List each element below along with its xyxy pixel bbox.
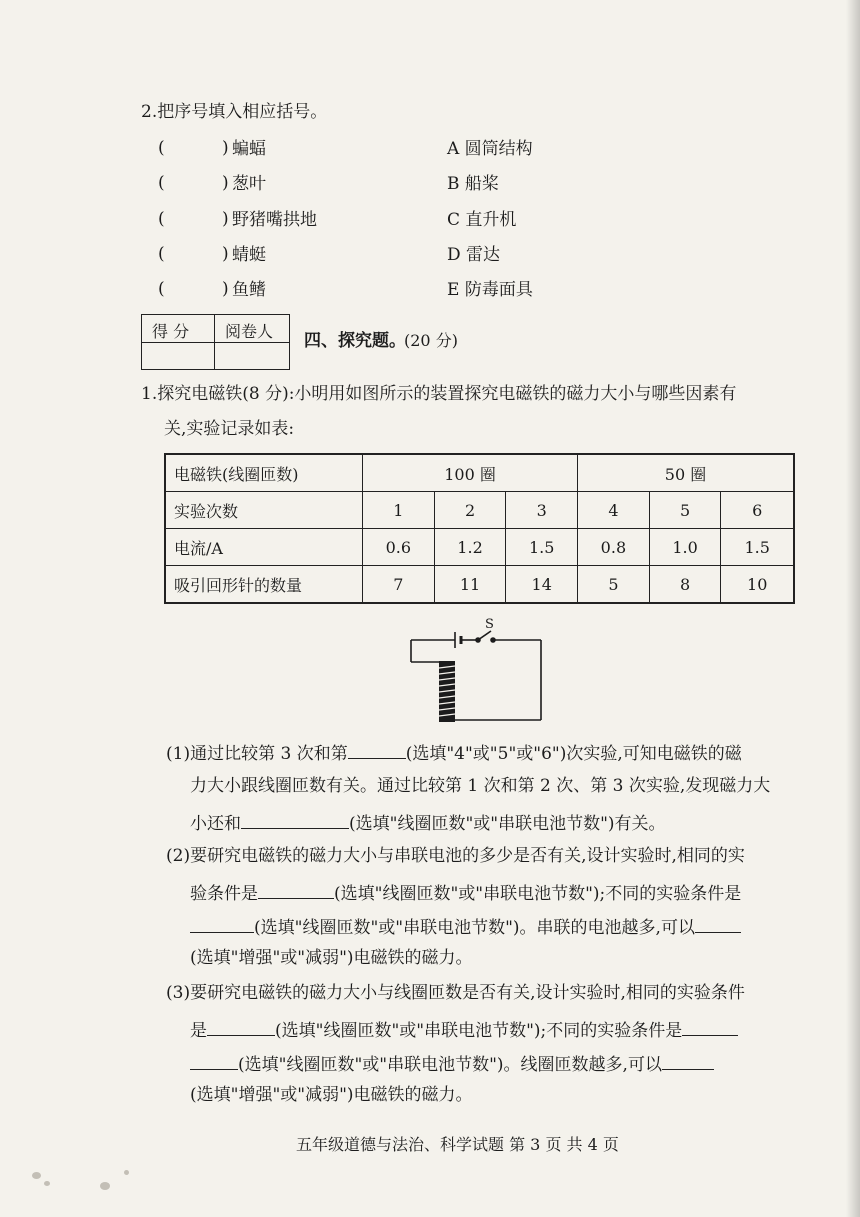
row-label: 电流/A — [165, 529, 363, 566]
table-cell: 1.5 — [506, 529, 578, 566]
answer-blank[interactable] — [207, 1019, 275, 1036]
match-item: 蜻蜓 — [232, 245, 266, 265]
sub1-text-e: (选填"线圈匝数"或"串联电池节数")有关。 — [349, 814, 666, 834]
table-row — [165, 529, 794, 566]
blank-paren-open: ( — [158, 138, 165, 158]
table-group-100: 100 圈 — [363, 454, 578, 492]
match-option: B 船桨 — [447, 174, 499, 194]
answer-blank[interactable] — [348, 742, 406, 759]
blank-paren-open: ( — [158, 173, 165, 193]
match-option: D 雷达 — [447, 245, 501, 265]
table-cell: 1.2 — [434, 529, 506, 566]
table-row — [165, 492, 794, 529]
q1-intro-line1: 1.探究电磁铁(8 分):小明用如图所示的装置探究电磁铁的磁力大小与哪些因素有 — [141, 384, 737, 404]
sub2-text-c: (选填"线圈匝数"或"串联电池节数");不同的实验条件是 — [334, 884, 742, 904]
match-item: 野猪嘴拱地 — [232, 210, 317, 230]
table-cell: 1.5 — [721, 529, 794, 566]
match-option: A 圆筒结构 — [447, 139, 533, 159]
answer-blank[interactable] — [695, 916, 741, 933]
match-item: 鱼鳍 — [232, 280, 266, 300]
sub2-text-b: 验条件是 — [190, 884, 258, 904]
answer-blank[interactable] — [190, 1053, 238, 1070]
scan-speck — [44, 1181, 50, 1186]
sub1-text-b: (选填"4"或"5"或"6")次实验,可知电磁铁的磁 — [405, 744, 742, 764]
electromagnet-circuit-figure — [405, 615, 550, 725]
table-cell: 10 — [721, 566, 794, 604]
table-cell: 14 — [506, 566, 578, 604]
q1-intro-line2: 关,实验记录如表: — [164, 419, 295, 439]
switch-label: S — [485, 617, 494, 632]
page-footer: 五年级道德与法治、科学试题 第 3 页 共 4 页 — [296, 1135, 619, 1154]
blank-paren-close: ) — [222, 279, 229, 299]
table-cell: 2 — [434, 492, 506, 529]
table-header-label: 电磁铁(线圈匝数) — [165, 454, 363, 492]
match-item: 葱叶 — [232, 174, 266, 194]
blank-paren-close: ) — [222, 138, 229, 158]
sub2-line3 — [190, 916, 741, 937]
sub3-line4: (选填"增强"或"减弱")电磁铁的磁力。 — [190, 1085, 473, 1105]
answer-blank[interactable] — [241, 812, 349, 829]
sub1-line3 — [190, 812, 666, 833]
score-label: 得 分 — [152, 322, 190, 341]
sub3-text-b: 是 — [190, 1021, 207, 1041]
sub1-line2: 力大小跟线圈匝数有关。通过比较第 1 次和第 2 次、第 3 次实验,发现磁力大 — [190, 776, 771, 796]
answer-blank[interactable] — [258, 882, 334, 899]
blank-paren-close: ) — [222, 173, 229, 193]
experiment-table — [164, 453, 795, 604]
blank-paren-close: ) — [222, 209, 229, 229]
table-cell: 1.0 — [649, 529, 721, 566]
table-cell: 0.8 — [578, 529, 650, 566]
section-points: (20 分) — [404, 331, 458, 350]
table-group-50: 50 圈 — [578, 454, 794, 492]
sub1-text-a: (1)通过比较第 3 次和第 — [166, 744, 348, 764]
table-cell: 11 — [434, 566, 506, 604]
sub2-line1: (2)要研究电磁铁的磁力大小与串联电池的多少是否有关,设计实验时,相同的实 — [166, 846, 745, 866]
scan-speck — [124, 1170, 129, 1175]
sub3-line3 — [190, 1053, 714, 1074]
sub3-text-d: (选填"线圈匝数"或"串联电池节数")。线圈匝数越多,可以 — [238, 1055, 662, 1075]
scan-speck — [32, 1172, 41, 1179]
blank-paren-close: ) — [222, 244, 229, 264]
switch-lever — [478, 631, 491, 640]
sub2-line4: (选填"增强"或"减弱")电磁铁的磁力。 — [190, 948, 473, 968]
sub3-line2 — [190, 1019, 738, 1040]
blank-paren-open: ( — [158, 279, 165, 299]
reviewer-label: 阅卷人 — [225, 322, 274, 341]
scan-speck — [100, 1182, 110, 1190]
table-cell: 3 — [506, 492, 578, 529]
table-cell: 5 — [649, 492, 721, 529]
sub2-line2 — [190, 882, 741, 903]
answer-blank[interactable] — [190, 916, 254, 933]
row-label: 实验次数 — [165, 492, 363, 529]
match-item: 蝙蝠 — [232, 139, 266, 159]
sub1-text-d: 小还和 — [190, 814, 241, 834]
q2-title: 2.把序号填入相应括号。 — [141, 102, 328, 122]
table-cell: 6 — [721, 492, 794, 529]
sub2-text-d: (选填"线圈匝数"或"串联电池节数")。串联的电池越多,可以 — [254, 918, 695, 938]
table-cell: 4 — [578, 492, 650, 529]
blank-paren-open: ( — [158, 209, 165, 229]
score-box — [141, 314, 290, 370]
table-header-row — [165, 454, 794, 492]
table-cell: 8 — [649, 566, 721, 604]
table-row — [165, 566, 794, 604]
answer-blank[interactable] — [682, 1019, 738, 1036]
table-cell: 0.6 — [363, 529, 435, 566]
table-cell: 7 — [363, 566, 435, 604]
table-cell: 5 — [578, 566, 650, 604]
sub3-line1: (3)要研究电磁铁的磁力大小与线圈匝数是否有关,设计实验时,相同的实验条件 — [166, 983, 745, 1003]
blank-paren-open: ( — [158, 244, 165, 264]
page-edge-shadow — [846, 0, 860, 1217]
answer-blank[interactable] — [662, 1053, 714, 1070]
sub1-line1 — [166, 742, 742, 763]
section-heading: 四、探究题。 — [304, 331, 406, 351]
match-option: C 直升机 — [447, 210, 517, 230]
score-box-divider — [214, 315, 215, 369]
sub3-text-c: (选填"线圈匝数"或"串联电池节数");不同的实验条件是 — [275, 1021, 683, 1041]
match-option: E 防毒面具 — [447, 280, 533, 300]
row-label: 吸引回形针的数量 — [165, 566, 363, 604]
table-cell: 1 — [363, 492, 435, 529]
